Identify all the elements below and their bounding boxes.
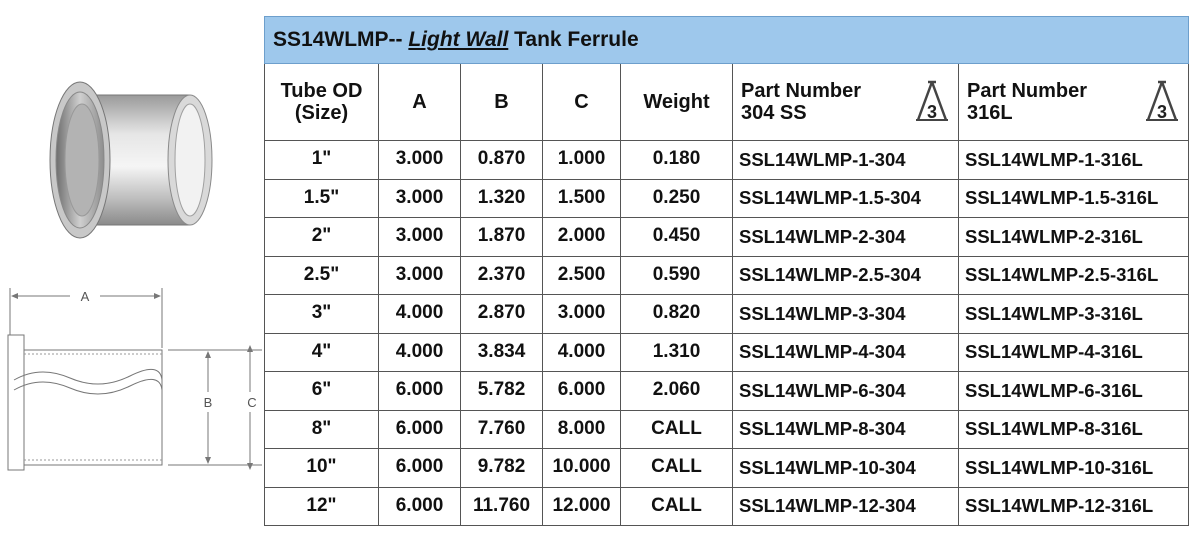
cell-size: 6" (265, 372, 379, 411)
cell-b: 11.760 (461, 487, 543, 526)
cell-size: 10" (265, 449, 379, 488)
cell-part-number-304: SSL14WLMP-10-304 (733, 449, 959, 488)
cell-part-number-304: SSL14WLMP-12-304 (733, 487, 959, 526)
header-part-number-304 (733, 64, 959, 141)
cell-a: 4.000 (379, 333, 461, 372)
cell-weight: CALL (621, 410, 733, 449)
cell-b: 2.370 (461, 256, 543, 295)
cell-part-number-316: SSL14WLMP-12-316L (959, 487, 1189, 526)
cell-c: 6.000 (543, 372, 621, 411)
table-row (265, 179, 1189, 218)
cell-c: 2.500 (543, 256, 621, 295)
cell-b: 1.870 (461, 218, 543, 257)
cell-c: 1.000 (543, 141, 621, 180)
cell-c: 2.000 (543, 218, 621, 257)
cell-part-number-316: SSL14WLMP-10-316L (959, 449, 1189, 488)
cell-size: 12" (265, 487, 379, 526)
cell-weight: CALL (621, 487, 733, 526)
cell-a: 3.000 (379, 141, 461, 180)
cell-part-number-316: SSL14WLMP-6-316L (959, 372, 1189, 411)
cell-b: 5.782 (461, 372, 543, 411)
table-row (265, 449, 1189, 488)
cell-part-number-304: SSL14WLMP-2.5-304 (733, 256, 959, 295)
table-header-row (265, 64, 1189, 141)
cell-weight: 0.590 (621, 256, 733, 295)
header-b: B (461, 64, 543, 141)
cell-size: 2.5" (265, 256, 379, 295)
table-row (265, 372, 1189, 411)
cell-part-number-316: SSL14WLMP-2.5-316L (959, 256, 1189, 295)
cell-size: 8" (265, 410, 379, 449)
table-title-row (265, 17, 1189, 64)
cell-part-number-304: SSL14WLMP-6-304 (733, 372, 959, 411)
table-row (265, 256, 1189, 295)
cell-c: 1.500 (543, 179, 621, 218)
header-tube-od-line1: Tube OD (280, 80, 363, 102)
cell-b: 1.320 (461, 179, 543, 218)
cell-size: 3" (265, 295, 379, 334)
table-row (265, 410, 1189, 449)
cell-c: 12.000 (543, 487, 621, 526)
cell-weight: 2.060 (621, 372, 733, 411)
cell-weight: 1.310 (621, 333, 733, 372)
cell-part-number-304: SSL14WLMP-3-304 (733, 295, 959, 334)
header-tube-od (265, 64, 379, 141)
cell-weight: 0.250 (621, 179, 733, 218)
dimension-diagram (0, 280, 262, 480)
cell-part-number-304: SSL14WLMP-1-304 (733, 141, 959, 180)
dimension-label-c: C (247, 395, 257, 410)
table-row (265, 218, 1189, 257)
cell-b: 3.834 (461, 333, 543, 372)
svg-text:3: 3 (1157, 102, 1168, 122)
cell-size: 4" (265, 333, 379, 372)
cell-b: 7.760 (461, 410, 543, 449)
cell-a: 4.000 (379, 295, 461, 334)
cell-b: 2.870 (461, 295, 543, 334)
cell-a: 6.000 (379, 372, 461, 411)
cell-weight: 0.180 (621, 141, 733, 180)
cell-part-number-316: SSL14WLMP-2-316L (959, 218, 1189, 257)
cell-a: 3.000 (379, 218, 461, 257)
cell-b: 0.870 (461, 141, 543, 180)
cell-c: 4.000 (543, 333, 621, 372)
cell-c: 3.000 (543, 295, 621, 334)
cell-part-number-304: SSL14WLMP-8-304 (733, 410, 959, 449)
cell-weight: 0.820 (621, 295, 733, 334)
ferrule-spec-table (264, 16, 1189, 526)
table-row (265, 333, 1189, 372)
cell-part-number-304: SSL14WLMP-2-304 (733, 218, 959, 257)
cell-a: 6.000 (379, 487, 461, 526)
cell-a: 3.000 (379, 179, 461, 218)
cell-size: 1.5" (265, 179, 379, 218)
cell-a: 3.000 (379, 256, 461, 295)
cell-weight: CALL (621, 449, 733, 488)
cell-size: 1" (265, 141, 379, 180)
cell-b: 9.782 (461, 449, 543, 488)
dimension-label-a: A (80, 289, 90, 304)
table-row (265, 141, 1189, 180)
cell-part-number-316: SSL14WLMP-3-316L (959, 295, 1189, 334)
product-illustrations (0, 0, 262, 539)
cell-weight: 0.450 (621, 218, 733, 257)
cell-a: 6.000 (379, 410, 461, 449)
title-emphasis: Light Wall (408, 28, 509, 52)
cell-size: 2" (265, 218, 379, 257)
cell-part-number-316: SSL14WLMP-1-316L (959, 141, 1189, 180)
dimension-label-b: B (203, 395, 213, 410)
header-pn304-line2: 304 SS (741, 102, 807, 124)
title-prefix: SS14WLMP-- (273, 28, 403, 52)
header-weight: Weight (621, 64, 733, 141)
a3-logo-icon (914, 80, 950, 124)
cell-part-number-304: SSL14WLMP-4-304 (733, 333, 959, 372)
ferrule-photo (40, 70, 220, 250)
cell-part-number-316: SSL14WLMP-8-316L (959, 410, 1189, 449)
header-tube-od-line2: (Size) (294, 102, 349, 124)
table-title (265, 17, 1189, 64)
header-pn316-line2: 316L (967, 102, 1013, 124)
header-c: C (543, 64, 621, 141)
a3-logo-icon (1144, 80, 1180, 124)
svg-text:3: 3 (926, 102, 938, 122)
cell-c: 8.000 (543, 410, 621, 449)
cell-c: 10.000 (543, 449, 621, 488)
cell-a: 6.000 (379, 449, 461, 488)
header-part-number-316 (959, 64, 1189, 141)
cell-part-number-316: SSL14WLMP-4-316L (959, 333, 1189, 372)
header-pn316-line1: Part Number (967, 80, 1088, 102)
header-a: A (379, 64, 461, 141)
table-row (265, 295, 1189, 334)
header-pn304-line1: Part Number (741, 80, 862, 102)
cell-part-number-316: SSL14WLMP-1.5-316L (959, 179, 1189, 218)
cell-part-number-304: SSL14WLMP-1.5-304 (733, 179, 959, 218)
table-row (265, 487, 1189, 526)
title-suffix: Tank Ferrule (514, 28, 639, 52)
